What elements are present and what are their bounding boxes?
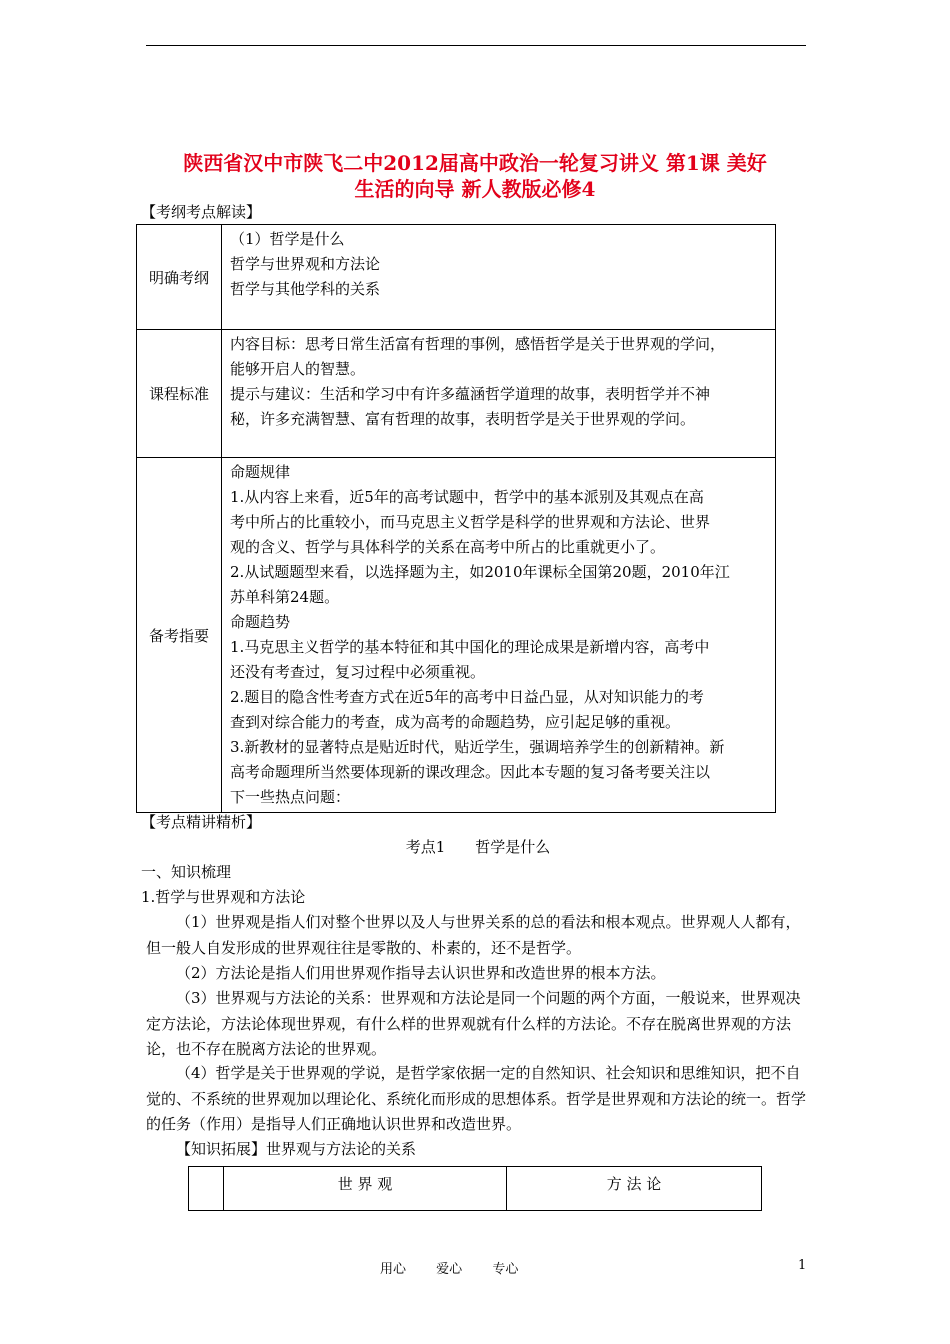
page-number: 1: [798, 1258, 807, 1273]
text-line: 2.题目的隐含性考查方式在近5年的高考中日益凸显，从对知识能力的考: [230, 688, 704, 706]
text-line: 还没有考查过，复习过程中必须重视。: [230, 663, 486, 681]
table-row: [137, 458, 776, 813]
table-row: [189, 1167, 762, 1211]
row-head: 明确考纲: [137, 225, 222, 330]
relation-table: [188, 1166, 762, 1211]
relation-col-blank: [189, 1167, 224, 1211]
row-head: 课程标准: [137, 330, 222, 458]
row-head: 备考指要: [137, 458, 222, 813]
kaodian-title: 考点1 哲学是什么: [405, 838, 551, 856]
text-line: 1.马克思主义哲学的基本特征和其中国化的理论成果是新增内容，高考中: [230, 638, 710, 656]
paragraph-1: （1）世界观是指人们对整个世界以及人与世界关系的总的看法和根本观点。世界观人人都有，但一般人自发形成的世界观往往是零散的、朴素的，还不是哲学。: [146, 913, 801, 957]
text-line: 提示与建议：生活和学习中有许多蕴涵哲学道理的故事，表明哲学并不神: [230, 385, 711, 403]
text-line: 下一些热点问题：: [230, 788, 351, 806]
footer-word: 爱心: [436, 1262, 463, 1277]
paragraph-2: （2）方法论是指人们用世界观作指导去认识世界和改造世界的根本方法。: [176, 964, 666, 982]
row-body: [222, 225, 776, 330]
text-line: 能够开启人的智慧。: [230, 360, 366, 378]
text-line: 苏单科第24题。: [230, 588, 340, 606]
text-line: 命题规律: [230, 463, 291, 481]
text-line: 高考命题理所当然要体现新的课改理念。因此本专题的复习备考要关注以: [230, 763, 711, 781]
header-rule: [146, 45, 806, 46]
text-line: 哲学与世界观和方法论: [230, 255, 381, 273]
relation-col-methodology: 方 法 论: [507, 1167, 762, 1211]
text-line: 查到对综合能力的考查，成为高考的命题趋势，应引起足够的重视。: [230, 713, 681, 731]
table-row: [137, 225, 776, 330]
text-line: （1）哲学是什么: [230, 230, 345, 248]
paragraph-3: （3）世界观与方法论的关系：世界观和方法论是同一个问题的两个方面，一般说来，世界观决定方法论，方法论体现世界观，有什么样的世界观就有什么样的方法论。不存在脱离世界观的方法论，也不存在脱离方法论的世界观。: [146, 989, 801, 1059]
text-line: 内容目标：思考日常生活富有哲理的事例，感悟哲学是关于世界观的学问，: [230, 335, 726, 353]
row-body: [222, 458, 776, 813]
footer-word: 专心: [492, 1262, 519, 1277]
knowledge-heading: 一、知识梳理: [141, 863, 232, 881]
sub-heading: 1.哲学与世界观和方法论: [141, 888, 306, 906]
text-line: 哲学与其他学科的关系: [230, 280, 381, 298]
table-row: [137, 330, 776, 458]
extension-label: 【知识拓展】世界观与方法论的关系: [176, 1140, 417, 1158]
text-line: 观的含义、哲学与具体科学的关系在高考中所占的比重就更小了。: [230, 538, 666, 556]
relation-col-worldview: 世 界 观: [224, 1167, 507, 1211]
syllabus-table: [136, 224, 776, 813]
text-line: 2.从试题题型来看，以选择题为主，如2010年课标全国第20题，2010年江: [230, 563, 730, 581]
paragraph-4: （4）哲学是关于世界观的学说，是哲学家依据一定的自然知识、社会知识和思维知识，把不自觉的、不系统的世界观加以理论化、系统化而形成的思想体系。哲学是世界观和方法论的统一。哲学的任务（作用）是指导人们正确地认识世界和改造世界。: [146, 1064, 807, 1134]
title-line-2: 生活的向导 新人教版必修4: [354, 177, 596, 201]
row-body: [222, 330, 776, 458]
section-label-syllabus: 【考纲考点解读】: [141, 203, 262, 221]
text-line: 3.新教材的显著特点是贴近时代，贴近学生，强调培养学生的创新精神。新: [230, 738, 725, 756]
text-line: 1.从内容上来看，近5年的高考试题中，哲学中的基本派别及其观点在高: [230, 488, 704, 506]
text-line: 命题趋势: [230, 613, 291, 631]
text-line: 考中所占的比重较小，而马克思主义哲学是科学的世界观和方法论、世界: [230, 513, 711, 531]
footer: [380, 1258, 544, 1277]
title-line-1: 陕西省汉中市陕飞二中2012届高中政治一轮复习讲义 第1课 美好: [183, 151, 767, 175]
footer-word: 用心: [380, 1262, 407, 1277]
document-title: [140, 150, 810, 202]
text-line: 秘，许多充满智慧、富有哲理的故事，表明哲学是关于世界观的学问。: [230, 410, 696, 428]
section-label-points: 【考点精讲精析】: [141, 813, 262, 831]
